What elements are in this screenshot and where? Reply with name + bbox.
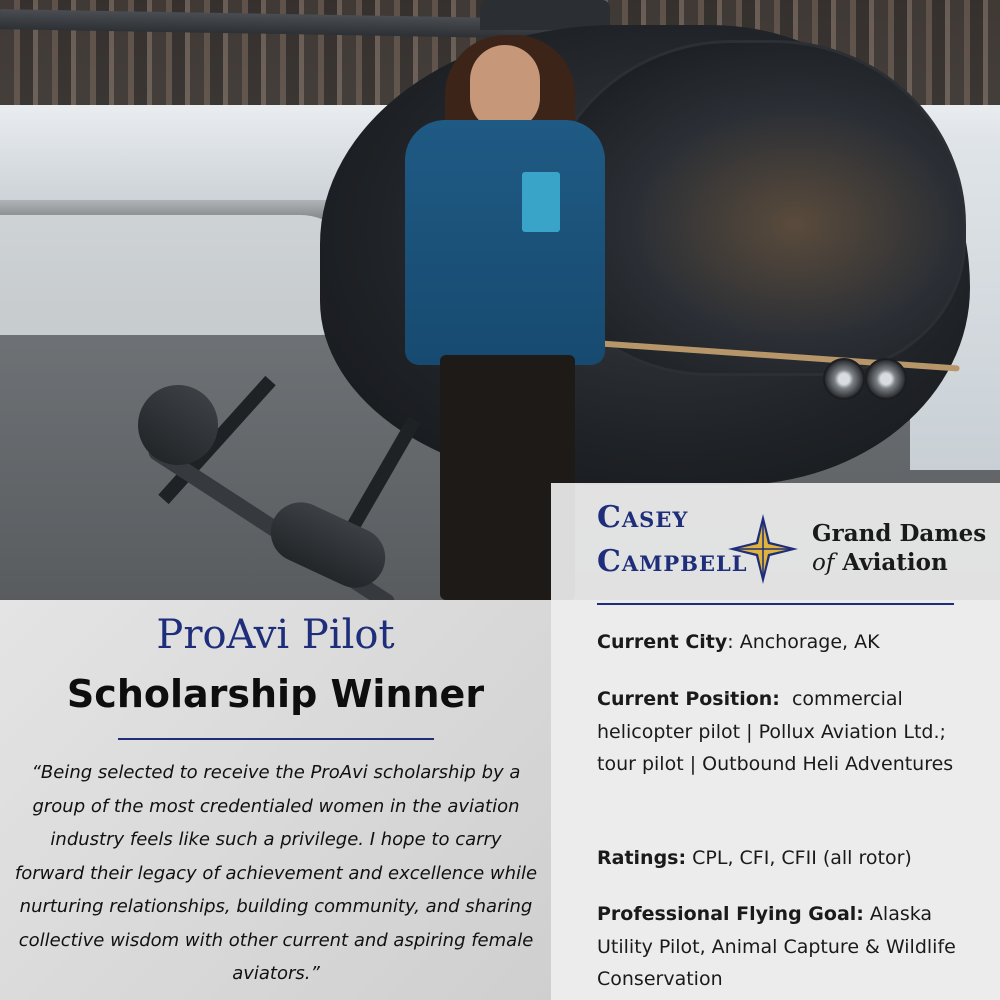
org-name-line2 bbox=[812, 549, 948, 576]
goal-label: Professional Flying Goal: bbox=[597, 903, 864, 925]
ratings-value: CPL, CFI, CFII (all rotor) bbox=[686, 847, 912, 869]
org-of: of bbox=[812, 550, 835, 576]
divider bbox=[118, 738, 434, 740]
landing-light bbox=[865, 358, 907, 400]
org-name-line1: Grand Dames bbox=[812, 520, 987, 547]
position-value: commercial helicopter pilot | Pollux Aviation Ltd.; tour pilot | Outbound Heli Adventures bbox=[597, 688, 954, 775]
winner-first-name: Casey bbox=[597, 500, 689, 535]
award-title: Scholarship Winner bbox=[66, 672, 485, 716]
flying-goal bbox=[597, 898, 967, 996]
position-label: Current Position: bbox=[597, 688, 780, 710]
four-point-star-logo bbox=[728, 514, 798, 584]
ratings-label: Ratings: bbox=[597, 847, 687, 869]
ratings bbox=[597, 842, 967, 875]
winner-quote: “Being selected to receive the ProAvi scholarship by a group of the most credentialed women in the aviation industry feels like such a privilege. I hope to carry forward their legacy of achievement and excellence while nurturing relationships, building community, and sharing collective wisdom with other current and aspiring female aviators.” bbox=[14, 762, 538, 984]
program-title: ProAvi Pilot bbox=[156, 612, 395, 658]
snow-patch bbox=[0, 215, 360, 335]
divider bbox=[597, 603, 954, 605]
landing-light bbox=[823, 358, 865, 400]
pilot-face bbox=[470, 45, 540, 130]
helicopter-lights bbox=[823, 358, 903, 400]
winner-last-name: Campbell bbox=[597, 544, 748, 579]
goal-value: Alaska Utility Pilot, Animal Capture & Wildlife Conservation bbox=[597, 903, 956, 990]
org-aviation: Aviation bbox=[842, 549, 948, 576]
city-label: Current City bbox=[597, 631, 728, 653]
current-position bbox=[597, 683, 967, 781]
jacket-pocket bbox=[522, 172, 560, 232]
pilot-jacket bbox=[405, 120, 605, 365]
current-city bbox=[597, 626, 967, 659]
city-value: : Anchorage, AK bbox=[727, 631, 880, 653]
